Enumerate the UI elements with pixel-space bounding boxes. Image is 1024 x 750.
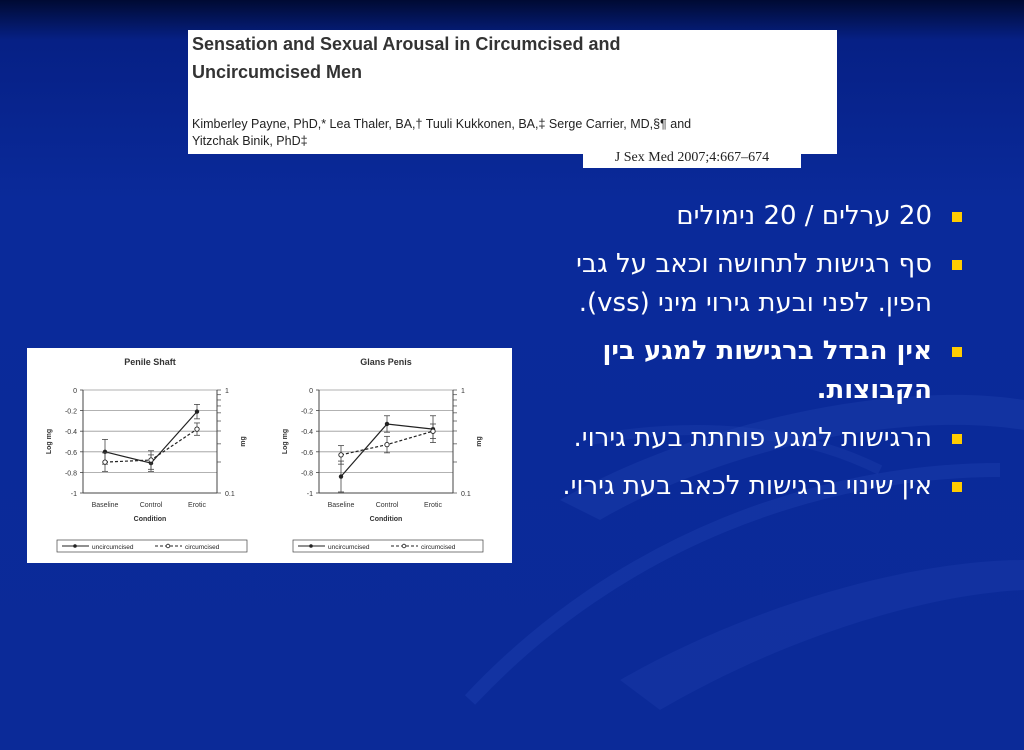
paper-authors-line2: Yitzchak Binik, PhD‡ — [192, 134, 308, 148]
data-point — [103, 460, 107, 464]
y-tick-label: -0.8 — [64, 470, 77, 478]
y-tick-label: -0.8 — [300, 470, 313, 478]
bullet-text: הרגישות למגע פוחתת בעת גירוי. — [573, 423, 932, 453]
legend-marker — [166, 544, 170, 548]
figure-panel — [27, 348, 512, 563]
y-tick-label: -0.2 — [300, 408, 313, 416]
right-tick-label: 1 — [225, 388, 229, 395]
bullet-marker — [952, 482, 962, 492]
x-tick-label: Control — [375, 502, 399, 509]
y-axis-label-right: mg — [476, 436, 483, 447]
x-tick-label: Baseline — [327, 502, 355, 509]
y-tick-label: -1 — [306, 491, 313, 498]
paper-authors — [192, 116, 822, 150]
data-point — [195, 409, 199, 413]
bullet-marker — [952, 347, 962, 357]
x-axis-label: Condition — [133, 516, 167, 523]
bullet-marker — [952, 212, 962, 222]
paper-header — [188, 30, 837, 154]
y-tick-label: -0.4 — [300, 429, 313, 437]
bullet-marker — [952, 260, 962, 270]
paper-title-line2: Uncircumcised Men — [192, 62, 363, 82]
x-tick-label: Erotic — [424, 502, 442, 509]
y-tick-label: -1 — [70, 491, 77, 498]
charts-svg — [27, 348, 512, 563]
legend-label: circumcised — [421, 544, 456, 551]
legend-label: uncircumcised — [328, 544, 370, 551]
legend-marker — [309, 544, 313, 548]
data-point — [339, 474, 343, 478]
bullet-list — [530, 197, 970, 515]
bullet-item-1 — [530, 197, 970, 236]
legend-label: uncircumcised — [92, 544, 134, 551]
legend-marker — [73, 544, 77, 548]
y-tick-label: -0.4 — [64, 429, 77, 437]
bullet-text: 20 ערלים / 20 נימולים — [676, 201, 932, 231]
y-tick-label: -0.2 — [64, 408, 77, 416]
paper-title-line1: Sensation and Sexual Arousal in Circumcised and — [192, 34, 621, 54]
paper-authors-line1: Kimberley Payne, PhD,* Lea Thaler, BA,† Tuuli Kukkonen, BA,‡ Serge Carrier, MD,§¶ and — [192, 117, 692, 131]
bullet-text: אין שינוי ברגישות לכאב בעת גירוי. — [562, 471, 932, 501]
data-point — [431, 429, 435, 433]
x-axis-label: Condition — [369, 516, 403, 523]
right-tick-label: 0.1 — [461, 491, 471, 498]
data-point — [385, 422, 389, 426]
y-tick-label: -0.6 — [300, 449, 313, 457]
right-tick-label: 1 — [461, 388, 465, 395]
right-tick-label: 0.1 — [225, 491, 235, 498]
chart-title: Glans Penis — [360, 357, 412, 367]
x-tick-label: Control — [139, 502, 163, 509]
bullet-item-5 — [530, 467, 970, 506]
bullet-marker — [952, 434, 962, 444]
journal-reference: J Sex Med 2007;4:667–674 — [583, 148, 801, 168]
y-axis-label: Log mg — [46, 428, 53, 455]
legend-marker — [402, 544, 406, 548]
y-tick-label: 0 — [309, 388, 313, 395]
bullet-text: סף רגישות לתחושה וכאב על גבי הפין. לפני ובעת גירוי מיני (vss). — [576, 249, 932, 318]
bullet-item-2 — [530, 245, 970, 323]
x-tick-label: Erotic — [188, 502, 206, 509]
data-point — [339, 453, 343, 457]
data-point — [149, 458, 153, 462]
data-point — [385, 442, 389, 446]
bullet-item-3 — [530, 332, 970, 410]
paper-title — [192, 30, 792, 86]
y-tick-label: -0.6 — [64, 449, 77, 457]
bullet-item-4 — [530, 419, 970, 458]
data-point — [195, 427, 199, 431]
y-axis-label: Log mg — [282, 428, 289, 455]
bullet-text: אין הבדל ברגישות למגע בין הקבוצות. — [602, 336, 932, 405]
legend-label: circumcised — [185, 544, 220, 551]
y-axis-label-right: mg — [240, 436, 247, 447]
y-tick-label: 0 — [73, 388, 77, 395]
x-tick-label: Baseline — [91, 502, 119, 509]
chart-title: Penile Shaft — [124, 357, 176, 367]
